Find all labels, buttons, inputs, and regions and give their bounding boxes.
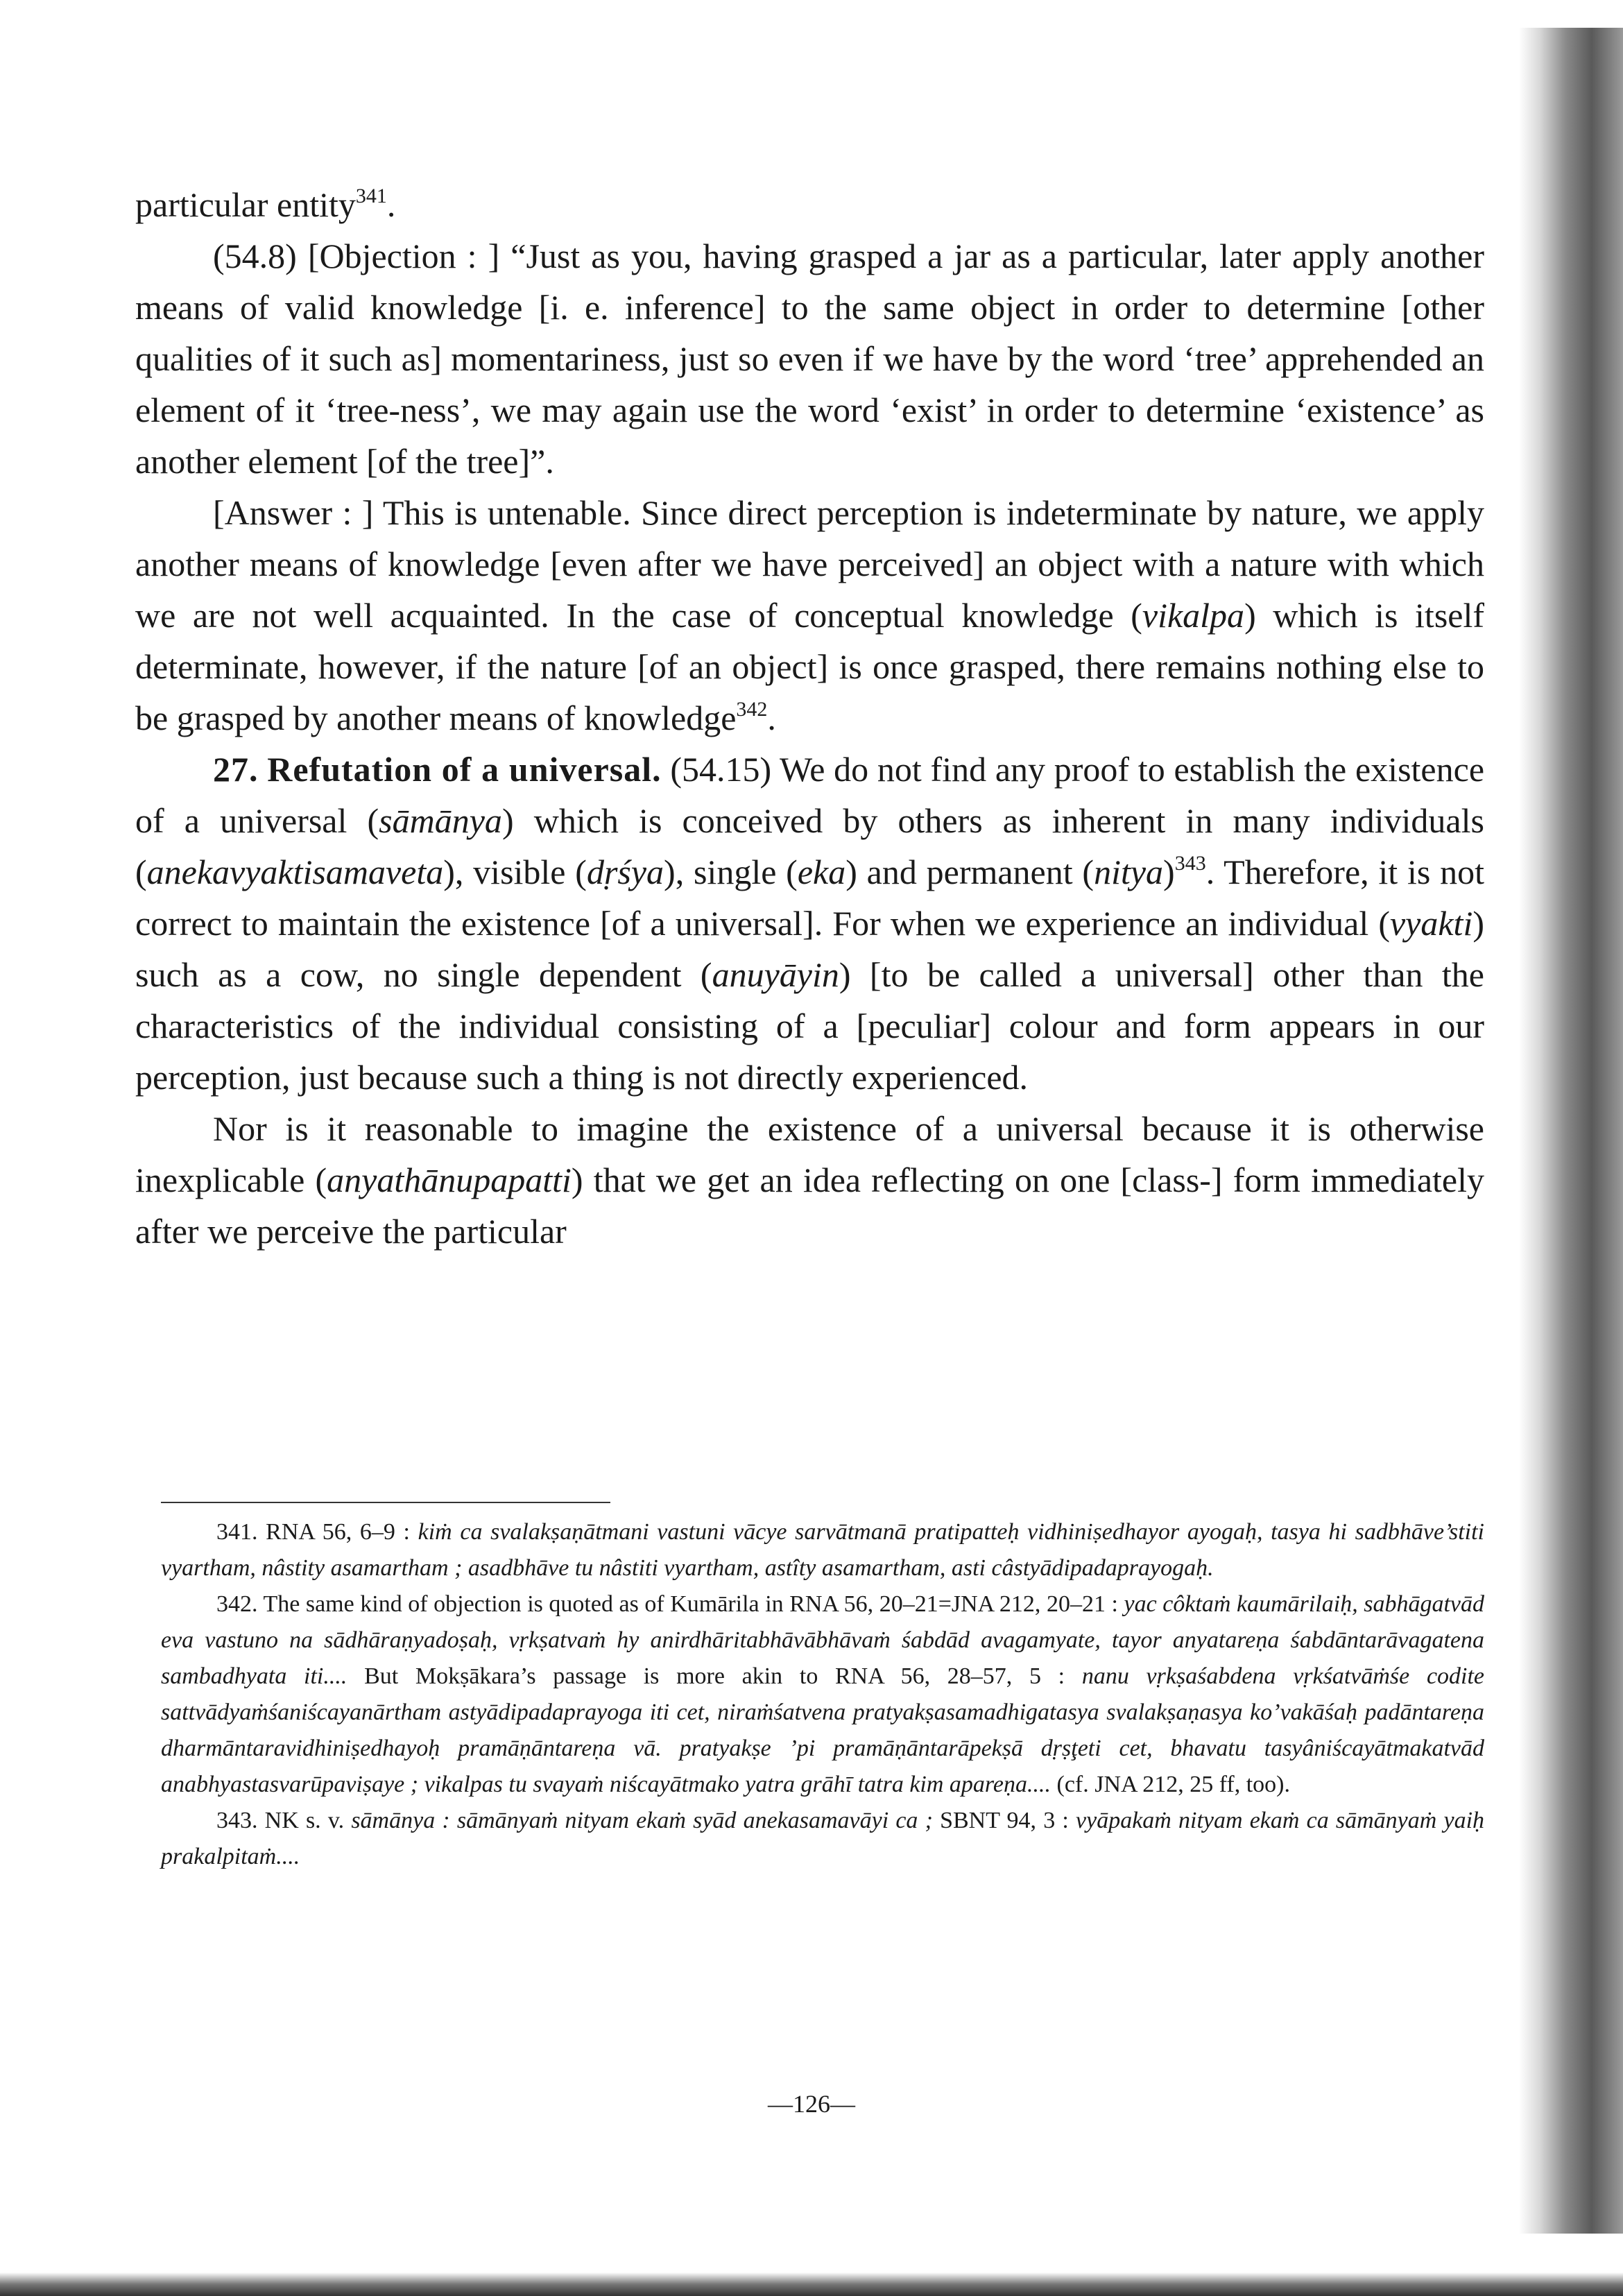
footnote-342: 342. The same kind of objection is quoted as of Kumārila in RNA 56, 20–21=JNA 212, 20–21 : yac côktaṁ kaumārilaiḥ, sabhāgatvād eva vastuno na sādhāraṇyadoṣaḥ, vṛkṣatvaṁ hy anirdhāritabhāvābhāvaṁ śabdād avagamyate, tayor anyatareṇa śabdāntarāvagatena sambadhyata iti.... But Mokṣākara’s passage is more akin to RNA 56, 28–57, 5 : nanu vṛkṣaśabdena vṛkśatvāṁśe codite sattvādyaṁśaniścayanārtham astyādipadaprayoga iti cet, niraṁśatvena pratyakṣasamadhigatasya svalakṣaṇasya ko’vakāśaḥ padāntareṇa dharmāntaravidhiniṣedhayoḥ pramāṇāntareṇa vā. pratyakṣe ’pi pramāṇāntarāpekṣā dṛṣţeti cet, bhavatu tasyâniścayātmakatvād anabhyastasvarūpaviṣaye ; vikalpas tu svayaṁ niścayātmako yatra grāhī tatra kim apareṇa.... (cf. JNA 212, 25 ff, too). bbox=[161, 1591, 1485, 1797]
footnote-343: 343. NK s. v. sāmānya : sāmānyaṁ nityam ekaṁ syād anekasamavāyi ca ; SBNT 94, 3 : vyāpakaṁ nityam ekaṁ ca sāmānyaṁ yaiḥ prakalpitaṁ.... bbox=[161, 1808, 1485, 1869]
scanned-gutter-shadow bbox=[1519, 28, 1623, 2234]
main-text bbox=[135, 179, 1484, 1257]
footnote-ref-343[interactable]: 343 bbox=[1174, 852, 1206, 875]
paragraph-answer: [Answer : ] This is untenable. Since direct perception is indeterminate by nature, we apply another means of knowledge [even after we have perceived] an object with a nature with which we are not well acquainted. In the case of conceptual knowledge (vikalpa) which is itself determinate, however, if the nature [of an object] is once grasped, there remains nothing else to be grasped by another means of knowledge$^{342}$. bbox=[135, 493, 1485, 737]
footnotes bbox=[161, 1514, 1484, 1875]
paragraph-universal-inexplicable: Nor is it reasonable to imagine the existence of a universal because it is otherwise inexplicable (anyathānupapatti) that we get an idea reflecting on one [class-] form immediately after we perceive the particular bbox=[135, 1109, 1484, 1251]
paragraph-continuation: particular entity$^{341}$. bbox=[135, 185, 396, 224]
footnote-separator bbox=[161, 1502, 610, 1503]
section-27-paragraph: 27. Refutation of a universal. (54.15) We do not find any proof to establish the existence of a universal (sāmānya) which is conceived by others as inherent in many individuals (anekavyaktisamaveta), visible (dṛśya), single (eka) and permanent (nitya)$^{343}$. Therefore, it is not correct to maintain the existence [of a universal]. For when we experience an individual (vyakti) such as a cow, no single dependent (anuyāyin) [to be called a universal] other than the characteristics of the individual consisting of a [peculiar] colour and form appears in our perception, just because such a thing is not directly experienced. bbox=[135, 750, 1485, 1097]
footnote-341: 341. RNA 56, 6–9 : kiṁ ca svalakṣaṇātmani vastuni vācye sarvātmanā pratipatteḥ vidhiniṣedhayor ayogaḥ, tasya hi sadbhāve’stiti vyartham, nâstity asamartham ; asadbhāve tu nâstiti vyartham, astîty asamartham, asti câstyādipadaprayogaḥ. bbox=[161, 1519, 1484, 1581]
page-number: —126— bbox=[768, 2090, 855, 2118]
footnote-ref-341[interactable]: 341 bbox=[355, 185, 387, 207]
scanned-bottom-edge bbox=[0, 2272, 1623, 2296]
section-number: 27. bbox=[213, 750, 259, 789]
section-title: Refutation of a universal. bbox=[267, 750, 662, 789]
paragraph-objection: (54.8) [Objection : ] “Just as you, having grasped a jar as a particular, later apply another means of valid knowledge [i. e. inference] to the same object in order to determine [other qualities of it such as] momentariness, just so even if we have by the word ‘tree’ apprehended an element of it ‘tree-ness’, we may again use the word ‘exist’ in order to determine ‘existence’ as another element [of the tree]”. bbox=[135, 237, 1484, 481]
footnote-ref-342[interactable]: 342 bbox=[736, 698, 768, 721]
